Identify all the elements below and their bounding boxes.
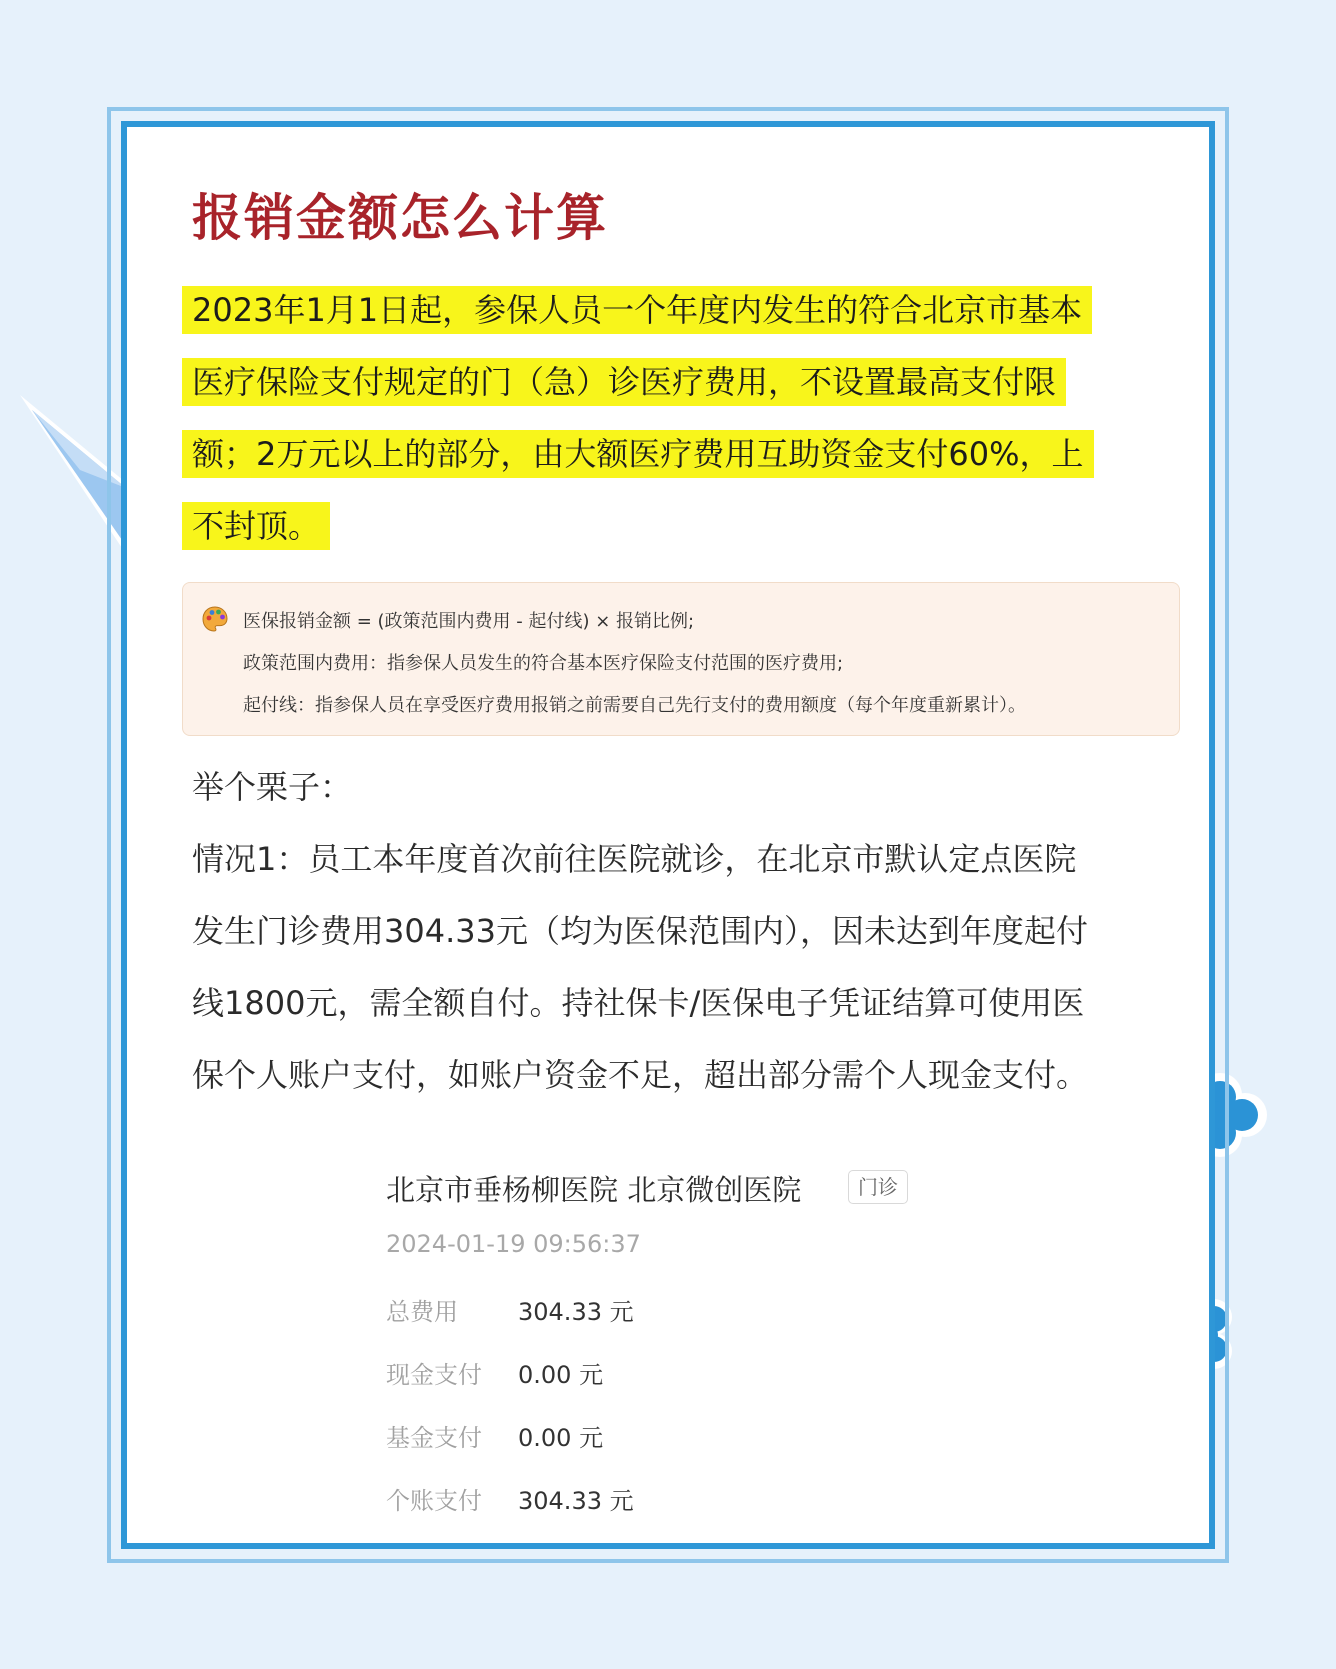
- formula-line: 医保报销金额 = (政策范围内费用 - 起付线) × 报销比例;: [243, 611, 695, 632]
- fee-label-cash: 现金支付: [386, 1361, 482, 1389]
- visit-timestamp: 2024-01-19 09:56:37: [386, 1230, 641, 1258]
- definition-line: 起付线：指参保人员在享受医疗费用报销之前需要自己先行支付的费用额度（每个年度重新累计）。: [243, 695, 1026, 716]
- hospital-name: 北京市垂杨柳医院 北京微创医院: [386, 1173, 802, 1207]
- highlight-line: 2023年1月1日起，参保人员一个年度内发生的符合北京市基本: [182, 286, 1092, 334]
- case-text-line: 发生门诊费用304.33元（均为医保范围内），因未达到年度起付: [192, 912, 1088, 950]
- fee-value-personal: 304.33 元: [518, 1487, 634, 1515]
- case-text-line: 保个人账户支付，如账户资金不足，超出部分需个人现金支付。: [192, 1056, 1089, 1094]
- case-text-line: 情况1：员工本年度首次前往医院就诊，在北京市默认定点医院: [192, 840, 1077, 878]
- fee-value-total: 304.33 元: [518, 1298, 634, 1326]
- palette-icon: [201, 605, 229, 633]
- example-heading: 举个栗子：: [192, 768, 353, 806]
- page-title: 报销金额怎么计算: [192, 189, 608, 247]
- highlight-line: 额；2万元以上的部分，由大额医疗费用互助资金支付60%，上: [182, 430, 1094, 478]
- fee-value-cash: 0.00 元: [518, 1361, 604, 1389]
- definition-line: 政策范围内费用：指参保人员发生的符合基本医疗保险支付范围的医疗费用;: [243, 653, 844, 674]
- highlight-line: 医疗保险支付规定的门（急）诊医疗费用，不设置最高支付限: [182, 358, 1066, 406]
- highlight-line: 不封顶。: [182, 502, 330, 550]
- fee-label-total: 总费用: [386, 1298, 458, 1326]
- fee-label-fund: 基金支付: [386, 1424, 482, 1452]
- fee-value-fund: 0.00 元: [518, 1424, 604, 1452]
- visit-type-badge: 门诊: [848, 1170, 908, 1204]
- case-text-line: 线1800元，需全额自付。持社保卡/医保电子凭证结算可使用医: [192, 984, 1085, 1022]
- fee-label-personal: 个账支付: [386, 1487, 482, 1515]
- formula-note: [182, 582, 1180, 736]
